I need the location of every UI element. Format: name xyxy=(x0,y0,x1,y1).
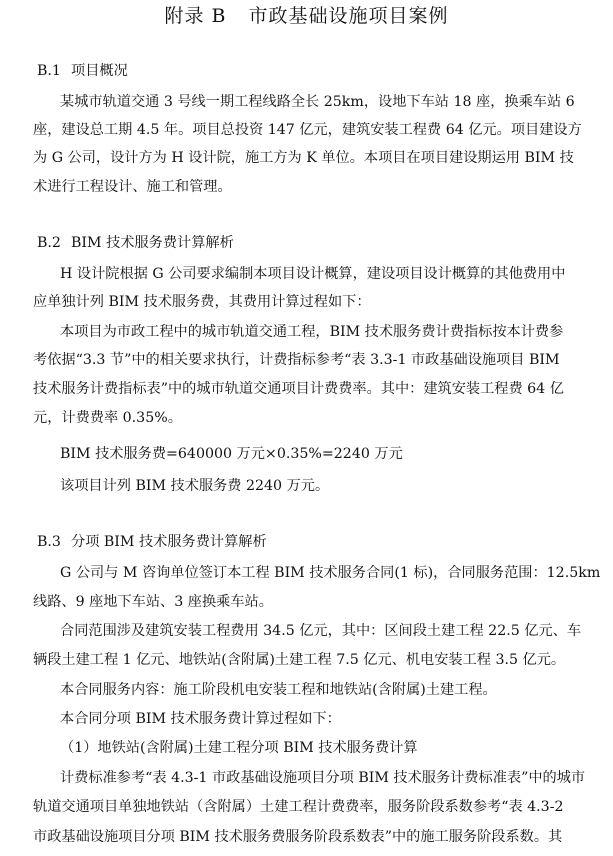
section-heading-b3 xyxy=(37,532,267,552)
paragraph-line: 本项目为市政工程中的城市轨道交通工程，BIM 技术服务费计费指标按本计费参 xyxy=(60,324,564,340)
paragraph-line: 本合同服务内容：施工阶段机电安装工程和地铁站(含附属)土建工程。 xyxy=(60,682,497,698)
section-number: B.1 xyxy=(37,63,61,79)
paragraph-line: 考依据“3.3 节”中的相关要求执行，计费指标参考“表 3.3-1 市政基础设施项目 BIM xyxy=(33,352,560,368)
page-title xyxy=(0,2,613,30)
paragraph-line: 元，计费费率 0.35%。 xyxy=(33,410,182,426)
paragraph-line: H 设计院根据 G 公司要求编制本项目设计概算，建设项目设计概算的其他费用中 xyxy=(60,266,566,282)
section-title: BIM 技术服务费计算解析 xyxy=(71,235,234,251)
paragraph-line: 术进行工程设计、施工和管理。 xyxy=(33,179,232,195)
paragraph-line: 为 G 公司，设计方为 H 设计院，施工方为 K 单位。本项目在项目建设期运用 BIM 技 xyxy=(33,150,574,166)
appendix-title: 市政基础设施项目案例 xyxy=(248,5,449,27)
appendix-label: 附录 B xyxy=(164,5,227,27)
formula-line: BIM 技术服务费=640000 万元×0.35%=2240 万元 xyxy=(60,446,403,462)
subsection-heading: （1）地铁站(含附属)土建工程分项 BIM 技术服务费计算 xyxy=(60,740,418,756)
paragraph-line: 辆段土建工程 1 亿元、地铁站(含附属)土建工程 7.5 亿元、机电安装工程 3.5 亿元。 xyxy=(33,652,566,668)
paragraph-line: 应单独计列 BIM 技术服务费，其费用计算过程如下： xyxy=(33,294,371,310)
section-heading-b1 xyxy=(37,61,128,81)
paragraph-line: 市政基础设施项目分项 BIM 技术服务费服务阶段系数表”中的施工服务阶段系数。其 xyxy=(33,829,563,845)
paragraph-line: 合同范围涉及建筑安装工程费用 34.5 亿元，其中：区间段土建工程 22.5 亿元、车 xyxy=(60,623,582,639)
paragraph-line: 某城市轨道交通 3 号线一期工程线路全长 25km，设地下车站 18 座，换乘车站 6 xyxy=(60,94,575,110)
paragraph-line: 该项目计列 BIM 技术服务费 2240 万元。 xyxy=(60,478,330,494)
section-number: B.2 xyxy=(37,235,61,251)
paragraph-line: 技术服务计费指标表”中的城市轨道交通项目计费费率。其中：建筑安装工程费 64 亿 xyxy=(33,381,564,397)
paragraph-line: 本合同分项 BIM 技术服务费计算过程如下： xyxy=(60,711,341,727)
section-title: 分项 BIM 技术服务费计算解析 xyxy=(71,534,267,550)
paragraph-line: 座，建设总工期 4.5 年。项目总投资 147 亿元，建筑安装工程费 64 亿元。项目建设方 xyxy=(33,122,582,138)
section-title: 项目概况 xyxy=(71,63,128,79)
paragraph-line: 计费标准参考“表 4.3-1 市政基础设施项目分项 BIM 技术服务计费标准表”中的城市 xyxy=(60,770,586,786)
section-heading-b2 xyxy=(37,233,234,253)
paragraph-line: G 公司与 M 咨询单位签订本工程 BIM 技术服务合同(1 标)，合同服务范围：12.5km xyxy=(60,565,601,581)
paragraph-line: 轨道交通项目单独地铁站（含附属）土建工程计费费率，服务阶段系数参考“表 4.3-2 xyxy=(33,799,564,815)
section-number: B.3 xyxy=(37,534,61,550)
paragraph-line: 线路、9 座地下车站、3 座换乘车站。 xyxy=(33,594,273,610)
